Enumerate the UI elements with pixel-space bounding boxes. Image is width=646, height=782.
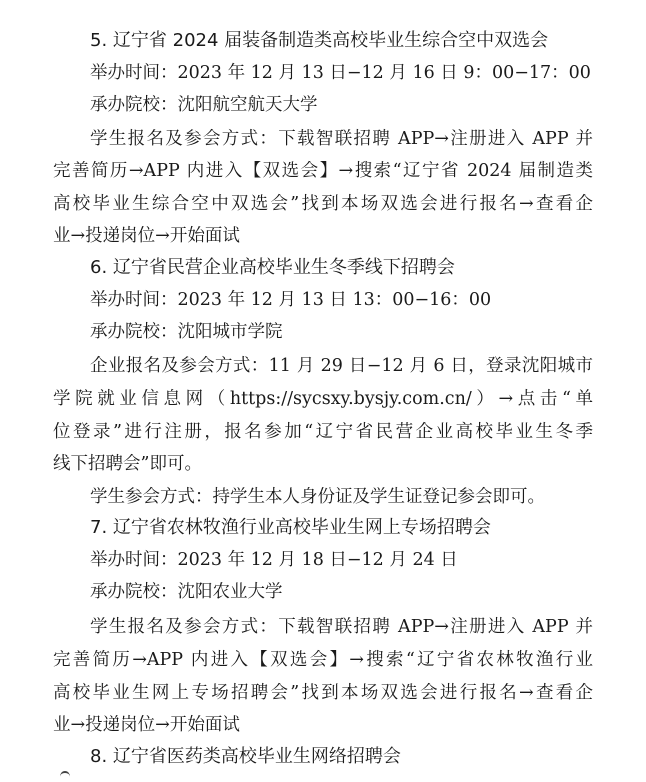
section-7-host: 承办院校：沈阳农业大学 [90,582,283,602]
section-6-student-method: 学生参会方式：持学生本人身份证及学生证登记参会即可。 [90,487,545,507]
section-6-host: 承办院校：沈阳城市学院 [90,322,283,342]
cut-off-glyph [60,771,70,782]
section-6-enterprise-line: 位登录”进行注册，报名参加“辽宁省民营企业高校毕业生冬季 [53,422,593,442]
section-5-title: 5. 辽宁省 2024 届装备制造类高校毕业生综合空中双选会 [90,30,549,51]
section-5-method-line: 学生报名及参会方式：下载智联招聘 APP→注册进入 APP 并 [90,129,593,149]
section-6-enterprise-line: 企业报名及参会方式：11 月 29 日−12 月 6 日，登录沈阳城市 [90,356,593,376]
section-7-method-line: 业→投递岗位→开始面试 [53,715,240,735]
section-6-enterprise-line: 学院就业信息网（https://sycsxy.bysjy.com.cn/）→点击“单 [53,389,593,409]
section-6-time: 举办时间：2023 年 12 月 13 日 13：00−16：00 [90,290,492,310]
section-7-method-line: 学生报名及参会方式：下载智联招聘 APP→注册进入 APP 并 [90,617,593,637]
section-7-method-line: 完善简历→APP 内进入【双选会】→搜索“辽宁省农林牧渔行业 [53,650,593,670]
section-7-time: 举办时间：2023 年 12 月 18 日−12 月 24 日 [90,550,458,570]
section-5-time: 举办时间：2023 年 12 月 13 日−12 月 16 日 9：00−17：00 [90,63,591,83]
section-7-title: 7. 辽宁省农林牧渔行业高校毕业生网上专场招聘会 [90,517,491,538]
section-5-host: 承办院校：沈阳航空航天大学 [90,95,318,115]
section-5-method-line: 业→投递岗位→开始面试 [53,226,240,246]
section-6-enterprise-line: 线下招聘会”即可。 [53,454,202,474]
section-5-method-line: 高校毕业生综合空中双选会”找到本场双选会进行报名→查看企 [53,194,593,214]
section-8-title: 8. 辽宁省医药类高校毕业生网络招聘会 [90,746,401,767]
section-6-title: 6. 辽宁省民营企业高校毕业生冬季线下招聘会 [90,257,455,278]
section-7-method-line: 高校毕业生网上专场招聘会”找到本场双选会进行报名→查看企 [53,683,593,703]
section-5-method-line: 完善简历→APP 内进入【双选会】→搜索“辽宁省 2024 届制造类 [53,161,593,181]
